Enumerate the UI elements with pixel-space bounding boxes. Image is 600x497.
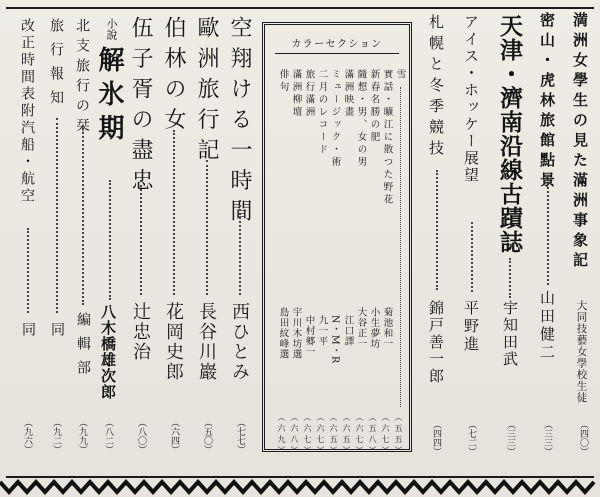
color-item-author: 宇川木坊選 xyxy=(290,307,302,360)
article-title: 旅行報知 xyxy=(48,18,64,114)
page-number: （八〇） xyxy=(136,418,146,454)
dot-leader xyxy=(436,170,438,290)
article-title: 空翔ける一時間 xyxy=(227,16,252,230)
page-number: （六八） xyxy=(290,413,299,457)
article-author: 山田健二 xyxy=(538,290,556,362)
article-author: 辻忠治 xyxy=(130,302,151,362)
article-author: 平野進 xyxy=(462,300,480,354)
color-item-title: 隨想・男、女の男 xyxy=(355,69,367,169)
color-item-title: 滿洲柳壇 xyxy=(290,69,302,119)
page-number: （六五） xyxy=(329,413,338,457)
dot-leader xyxy=(400,87,401,407)
page-number: （九二） xyxy=(51,418,61,454)
dot-leader xyxy=(140,180,142,295)
page-number: （五五） xyxy=(394,413,403,457)
page-number: （六九） xyxy=(277,413,286,457)
page-number: （六七） xyxy=(381,413,390,457)
article-author: 大同技藝女學校生徒 xyxy=(575,300,588,404)
article-title: 満洲女學生の見た滿洲事象記 xyxy=(571,12,589,272)
article-author: 長谷川巖 xyxy=(196,302,217,382)
dot-leader xyxy=(27,228,29,313)
article-author: 錦戸善一郎 xyxy=(427,300,445,385)
page-number: （八二） xyxy=(103,418,113,454)
page-number: （六四） xyxy=(169,418,179,454)
page-number: （七七） xyxy=(235,418,245,454)
color-item-title: 旅行滿洲 xyxy=(303,69,315,119)
color-item-author: 江口譯 xyxy=(342,315,354,347)
article-author: 八木橋雄次郎 xyxy=(99,304,117,400)
article-title: 歐洲旅行記 xyxy=(194,16,219,169)
dot-leader xyxy=(56,118,58,313)
color-item-title: 實話・曠江に散つた野花 xyxy=(381,69,393,207)
page-number: （九九） xyxy=(77,418,87,454)
page-number: （四四） xyxy=(431,420,441,456)
novel-label: 小說 xyxy=(105,18,118,40)
article-title: 北支旅行の栞 xyxy=(74,18,90,138)
article-title: 改正時間表附汽船・航空 xyxy=(19,18,35,205)
color-item-title: ミュージック・術 xyxy=(329,69,341,169)
article-author: 同 xyxy=(49,322,65,339)
article-author: 宇知田武 xyxy=(501,300,519,368)
dot-leader xyxy=(547,175,549,285)
color-item-title: 二月のレコード xyxy=(316,69,328,157)
dot-leader xyxy=(173,130,175,295)
color-item-author: N・M・R xyxy=(329,315,341,365)
color-item-title: 雪 xyxy=(394,69,406,82)
article-author: 花岡史郎 xyxy=(163,302,184,382)
page-number: （五〇） xyxy=(202,418,212,454)
page-number: （六五） xyxy=(342,413,351,457)
title-underline xyxy=(275,53,399,54)
color-item-title: 俳句 xyxy=(277,69,289,94)
color-item-author: 九一平 xyxy=(316,315,328,347)
article-title: 伯林の女 xyxy=(161,16,186,138)
article-author: 編輯部 xyxy=(75,312,91,384)
article-title: 天津・濟南沿線古蹟誌 xyxy=(496,14,523,254)
top-rule xyxy=(6,7,594,9)
color-section-box xyxy=(262,22,412,457)
page-number: （九六） xyxy=(22,418,32,454)
page-number: （六七） xyxy=(316,413,325,457)
color-item-author: 菊池和一 xyxy=(381,307,393,349)
color-item-author: 小生夢坊 xyxy=(368,307,380,349)
page-number: （三三） xyxy=(542,420,552,456)
page-number: （三三） xyxy=(505,420,515,456)
article-author: 西ひとみ xyxy=(229,302,250,382)
article-title: 札幌と冬季競技 xyxy=(427,14,445,161)
dot-leader xyxy=(82,125,84,305)
color-item-title: 新春名勝の肥 xyxy=(368,69,380,144)
page-number: （六七） xyxy=(303,413,312,457)
dot-leader xyxy=(206,160,208,295)
article-title: 解氷期 xyxy=(94,46,124,148)
color-section-title: カラーセクション xyxy=(291,39,383,50)
article-title: アイス・ホッケー展望 xyxy=(462,14,480,184)
color-item-author: 中村郷一 xyxy=(303,315,315,357)
page-number: （五八） xyxy=(368,413,377,457)
zigzag-border xyxy=(0,478,600,497)
page-number: （四〇） xyxy=(578,420,588,456)
page-number: （六七） xyxy=(355,413,364,457)
dot-leader xyxy=(109,180,111,300)
page-number: （七二） xyxy=(466,420,476,456)
dot-leader xyxy=(509,258,511,298)
dot-leader xyxy=(471,222,473,292)
color-item-author: 島田紋峰選 xyxy=(277,307,289,360)
article-title: 伍子胥の盡忠 xyxy=(128,16,153,199)
color-item-title: 滿洲映畫 xyxy=(342,69,354,119)
color-item-author: 大谷正一 xyxy=(355,307,367,349)
article-title: 密山・虎林旅館點景 xyxy=(538,12,556,192)
dot-leader xyxy=(239,200,241,295)
article-author: 同 xyxy=(20,322,36,339)
